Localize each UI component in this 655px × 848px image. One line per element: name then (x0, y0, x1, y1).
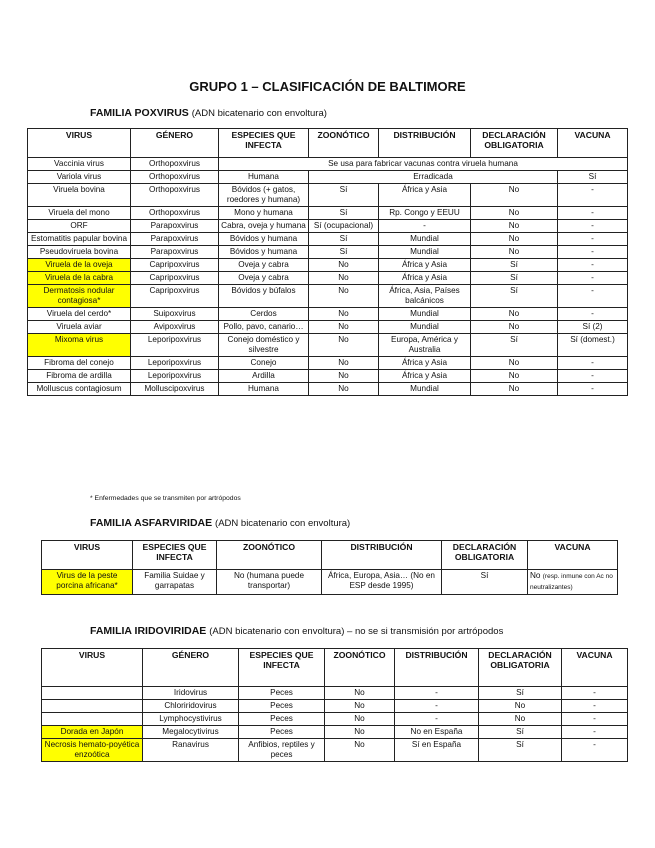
cell-distribucion: Mundial (379, 321, 471, 334)
header-virus: VIRUS (42, 541, 133, 570)
cell-especies: Humana (219, 171, 309, 184)
cell-vacuna: - (562, 726, 628, 739)
cell-virus (42, 713, 143, 726)
family-asfarviridae-heading (90, 517, 350, 529)
table-header-row (42, 649, 628, 687)
table-row (28, 158, 628, 171)
table-row (42, 687, 628, 700)
cell-especies: Bóvidos y humana (219, 233, 309, 246)
cell-genero: Ranavirus (143, 739, 239, 762)
cell-virus: Variola virus (28, 171, 131, 184)
cell-vacuna: - (558, 207, 628, 220)
header-genero: GÉNERO (131, 129, 219, 158)
cell-virus: Dorada en Japón (42, 726, 143, 739)
table-header-row (42, 541, 618, 570)
cell-declaracion: No (471, 308, 558, 321)
table-row (42, 713, 628, 726)
cell-vacuna: - (558, 246, 628, 259)
cell-genero: Parapoxvirus (131, 246, 219, 259)
table-row (28, 308, 628, 321)
cell-distribucion: África y Asia (379, 370, 471, 383)
cell-genero: Orthopoxvirus (131, 171, 219, 184)
cell-distribucion: Mundial (379, 308, 471, 321)
cell-especies: Peces (239, 687, 325, 700)
asfarviridae-table (41, 540, 618, 595)
cell-declaracion: Sí (479, 687, 562, 700)
cell-genero: Orthopoxvirus (131, 184, 219, 207)
page-title: GRUPO 1 – CLASIFICACIÓN DE BALTIMORE (189, 79, 466, 94)
cell-declaracion: No (471, 321, 558, 334)
cell-zoonotico: No (309, 308, 379, 321)
family-asfarviridae-name: FAMILIA ASFARVIRIDAE (90, 517, 213, 529)
table-row (28, 272, 628, 285)
header-declaracion: DECLARACIÓN OBLIGATORIA (442, 541, 528, 570)
cell-distribucion: Mundial (379, 383, 471, 396)
cell-especies: Ardilla (219, 370, 309, 383)
cell-zoonotico: Sí (309, 233, 379, 246)
header-especies: ESPECIES QUE INFECTA (239, 649, 325, 687)
cell-distribucion: Sí en España (395, 739, 479, 762)
cell-vacuna: - (562, 700, 628, 713)
footnote: * Enfermedades que se transmiten por artrópodos (90, 495, 241, 502)
cell-especies: Cabra, oveja y humana (219, 220, 309, 233)
cell-genero: Capripoxvirus (131, 285, 219, 308)
cell-especies: Mono y humana (219, 207, 309, 220)
header-declaracion: DECLARACIÓN OBLIGATORIA (471, 129, 558, 158)
cell-distribucion: Rp. Congo y EEUU (379, 207, 471, 220)
cell-especies: Conejo doméstico y silvestre (219, 334, 309, 357)
cell-virus: Dermatosis nodular contagiosa* (28, 285, 131, 308)
cell-virus: Estomatitis papular bovina (28, 233, 131, 246)
cell-distribucion: África, Asia, Países balcánicos (379, 285, 471, 308)
iridoviridae-table (41, 648, 628, 762)
cell-declaracion: No (471, 207, 558, 220)
cell-especies: Bóvidos y búfalos (219, 285, 309, 308)
cell-especies: Humana (219, 383, 309, 396)
cell-zoonotico: No (325, 700, 395, 713)
cell-virus: Necrosis hemato-poyética enzoótica (42, 739, 143, 762)
cell-distribucion: - (379, 220, 471, 233)
family-asfarviridae-sub: (ADN bicatenario con envoltura) (215, 518, 351, 529)
cell-declaracion: No (471, 246, 558, 259)
cell-vacuna: - (558, 308, 628, 321)
table-row (28, 383, 628, 396)
cell-genero: Leporipoxvirus (131, 357, 219, 370)
cell-vacuna (528, 570, 618, 595)
family-iridoviridae-name: FAMILIA IRIDOVIRIDAE (90, 625, 207, 637)
cell-especies: Familia Suidae y garrapatas (133, 570, 217, 595)
cell-vacuna: - (558, 233, 628, 246)
cell-vacuna: - (562, 713, 628, 726)
cell-vacuna: Sí (2) (558, 321, 628, 334)
cell-zoonotico: Sí (309, 184, 379, 207)
cell-virus: Mixoma virus (28, 334, 131, 357)
table-row (42, 739, 628, 762)
cell-especies: Conejo (219, 357, 309, 370)
family-poxvirus-name: FAMILIA POXVIRUS (90, 107, 189, 119)
table-row (28, 220, 628, 233)
cell-especies: Bóvidos (+ gatos, roedores y humana) (219, 184, 309, 207)
cell-vacuna: - (558, 259, 628, 272)
cell-genero: Capripoxvirus (131, 272, 219, 285)
cell-vacuna: - (562, 687, 628, 700)
cell-declaracion: Sí (471, 272, 558, 285)
cell-virus: Vaccinia virus (28, 158, 131, 171)
cell-distribucion: África, Europa, Asia… (No en ESP desde 1995) (322, 570, 442, 595)
cell-genero: Chloriridovirus (143, 700, 239, 713)
family-iridoviridae-heading (90, 625, 503, 637)
cell-vacuna: Sí (domest.) (558, 334, 628, 357)
poxvirus-table (27, 128, 628, 396)
header-genero: GÉNERO (143, 649, 239, 687)
cell-declaracion: No (471, 357, 558, 370)
cell-especies: Cerdos (219, 308, 309, 321)
vacuna-main: No (530, 571, 541, 580)
family-poxvirus-sub: (ADN bicatenario con envoltura) (191, 108, 327, 119)
table-row (28, 171, 628, 184)
header-distribucion: DISTRIBUCIÓN (379, 129, 471, 158)
header-distribucion: DISTRIBUCIÓN (322, 541, 442, 570)
cell-vacuna: - (558, 184, 628, 207)
cell-zoonotico: No (309, 370, 379, 383)
cell-declaracion: Sí (471, 285, 558, 308)
cell-vacuna: - (558, 285, 628, 308)
header-virus: VIRUS (28, 129, 131, 158)
cell-distribucion: No en España (395, 726, 479, 739)
cell-distribucion: Mundial (379, 246, 471, 259)
vacuna-note: (resp. inmune con Ac no neutralizantes) (530, 573, 613, 591)
cell-genero: Megalocytivirus (143, 726, 239, 739)
cell-virus: Molluscus contagiosum (28, 383, 131, 396)
cell-genero: Avipoxvirus (131, 321, 219, 334)
cell-genero: Leporipoxvirus (131, 370, 219, 383)
cell-distribucion: - (395, 700, 479, 713)
table-row (28, 285, 628, 308)
cell-especies: Pollo, pavo, canario… (219, 321, 309, 334)
table-row (42, 726, 628, 739)
cell-genero: Molluscipoxvirus (131, 383, 219, 396)
cell-zoonotico: Sí (309, 207, 379, 220)
cell-especies: Peces (239, 713, 325, 726)
header-distribucion: DISTRIBUCIÓN (395, 649, 479, 687)
cell-declaracion: No (479, 713, 562, 726)
family-poxvirus-heading (90, 107, 327, 119)
header-vacuna: VACUNA (528, 541, 618, 570)
cell-virus: Viruela de la cabra (28, 272, 131, 285)
header-zoonotico: ZOONÓTICO (309, 129, 379, 158)
table-row (28, 321, 628, 334)
header-zoonotico: ZOONÓTICO (217, 541, 322, 570)
header-declaracion: DECLARACIÓN OBLIGATORIA (479, 649, 562, 687)
cell-virus: Viruela aviar (28, 321, 131, 334)
cell-genero: Capripoxvirus (131, 259, 219, 272)
cell-virus: Viruela del mono (28, 207, 131, 220)
cell-genero: Orthopoxvirus (131, 158, 219, 171)
cell-zoonotico: No (humana puede transportar) (217, 570, 322, 595)
cell-zoonotico: No (325, 713, 395, 726)
cell-virus: Pseudoviruela bovina (28, 246, 131, 259)
cell-vacuna: - (562, 739, 628, 762)
cell-merged-note: Se usa para fabricar vacunas contra viruela humana (219, 158, 628, 171)
table-row (28, 246, 628, 259)
table-row (28, 334, 628, 357)
cell-declaracion: No (471, 220, 558, 233)
table-row (42, 700, 628, 713)
cell-declaracion: No (471, 383, 558, 396)
cell-distribucion: - (395, 713, 479, 726)
cell-zoonotico: No (309, 334, 379, 357)
cell-distribucion: Mundial (379, 233, 471, 246)
table-row (28, 357, 628, 370)
cell-declaracion: Sí (471, 334, 558, 357)
cell-vacuna: - (558, 370, 628, 383)
cell-virus: Fibroma del conejo (28, 357, 131, 370)
header-vacuna: VACUNA (558, 129, 628, 158)
cell-vacuna: - (558, 383, 628, 396)
cell-zoonotico: No (309, 259, 379, 272)
cell-especies: Peces (239, 726, 325, 739)
header-vacuna: VACUNA (562, 649, 628, 687)
cell-virus (42, 700, 143, 713)
cell-distribucion: África y Asia (379, 272, 471, 285)
cell-zoonotico: No (325, 739, 395, 762)
cell-especies: Oveja y cabra (219, 259, 309, 272)
cell-zoonotico: No (309, 285, 379, 308)
cell-declaracion: No (479, 700, 562, 713)
cell-zoonotico: Sí (309, 246, 379, 259)
cell-genero: Suipoxvirus (131, 308, 219, 321)
cell-virus: Viruela bovina (28, 184, 131, 207)
cell-vacuna: - (558, 272, 628, 285)
cell-especies: Bóvidos y humana (219, 246, 309, 259)
cell-virus: Fibroma de ardilla (28, 370, 131, 383)
cell-zoonotico: No (309, 383, 379, 396)
cell-genero: Leporipoxvirus (131, 334, 219, 357)
cell-virus: Viruela del cerdo* (28, 308, 131, 321)
cell-virus (42, 687, 143, 700)
cell-declaracion: No (471, 233, 558, 246)
cell-virus: Virus de la peste porcina africana* (42, 570, 133, 595)
cell-zoonotico: No (325, 726, 395, 739)
table-header-row (28, 129, 628, 158)
cell-especies: Peces (239, 700, 325, 713)
cell-zoonotico: Sí (ocupacional) (309, 220, 379, 233)
cell-distribucion: África y Asia (379, 259, 471, 272)
cell-virus: ORF (28, 220, 131, 233)
cell-zoonotico: No (309, 272, 379, 285)
cell-zoonotico: No (309, 321, 379, 334)
cell-zoonotico: No (309, 357, 379, 370)
header-virus: VIRUS (42, 649, 143, 687)
cell-vacuna: - (558, 357, 628, 370)
table-row (42, 570, 618, 595)
cell-virus: Viruela de la oveja (28, 259, 131, 272)
family-iridoviridae-sub: (ADN bicatenario con envoltura) – no se si transmisión por artrópodos (209, 626, 504, 637)
cell-zoonotico: No (325, 687, 395, 700)
cell-genero: Parapoxvirus (131, 233, 219, 246)
cell-genero: Parapoxvirus (131, 220, 219, 233)
cell-declaracion: No (471, 184, 558, 207)
cell-vacuna: Sí (558, 171, 628, 184)
header-especies: ESPECIES QUE INFECTA (219, 129, 309, 158)
cell-declaracion: No (471, 370, 558, 383)
cell-distribucion: Europa, América y Australia (379, 334, 471, 357)
cell-especies: Anfibios, reptiles y peces (239, 739, 325, 762)
table-row (28, 184, 628, 207)
cell-genero: Iridovirus (143, 687, 239, 700)
table-row (28, 207, 628, 220)
cell-declaracion: Sí (471, 259, 558, 272)
cell-distribucion: África y Asia (379, 357, 471, 370)
cell-especies: Oveja y cabra (219, 272, 309, 285)
header-zoonotico: ZOONÓTICO (325, 649, 395, 687)
cell-declaracion: Sí (479, 739, 562, 762)
table-row (28, 370, 628, 383)
table-row (28, 259, 628, 272)
header-especies: ESPECIES QUE INFECTA (133, 541, 217, 570)
cell-vacuna: - (558, 220, 628, 233)
cell-distribucion: África y Asia (379, 184, 471, 207)
cell-distribucion: - (395, 687, 479, 700)
table-row (28, 233, 628, 246)
cell-genero: Lymphocystivirus (143, 713, 239, 726)
cell-declaracion: Sí (442, 570, 528, 595)
cell-genero: Orthopoxvirus (131, 207, 219, 220)
cell-declaracion: Sí (479, 726, 562, 739)
cell-merged-status: Erradicada (309, 171, 558, 184)
